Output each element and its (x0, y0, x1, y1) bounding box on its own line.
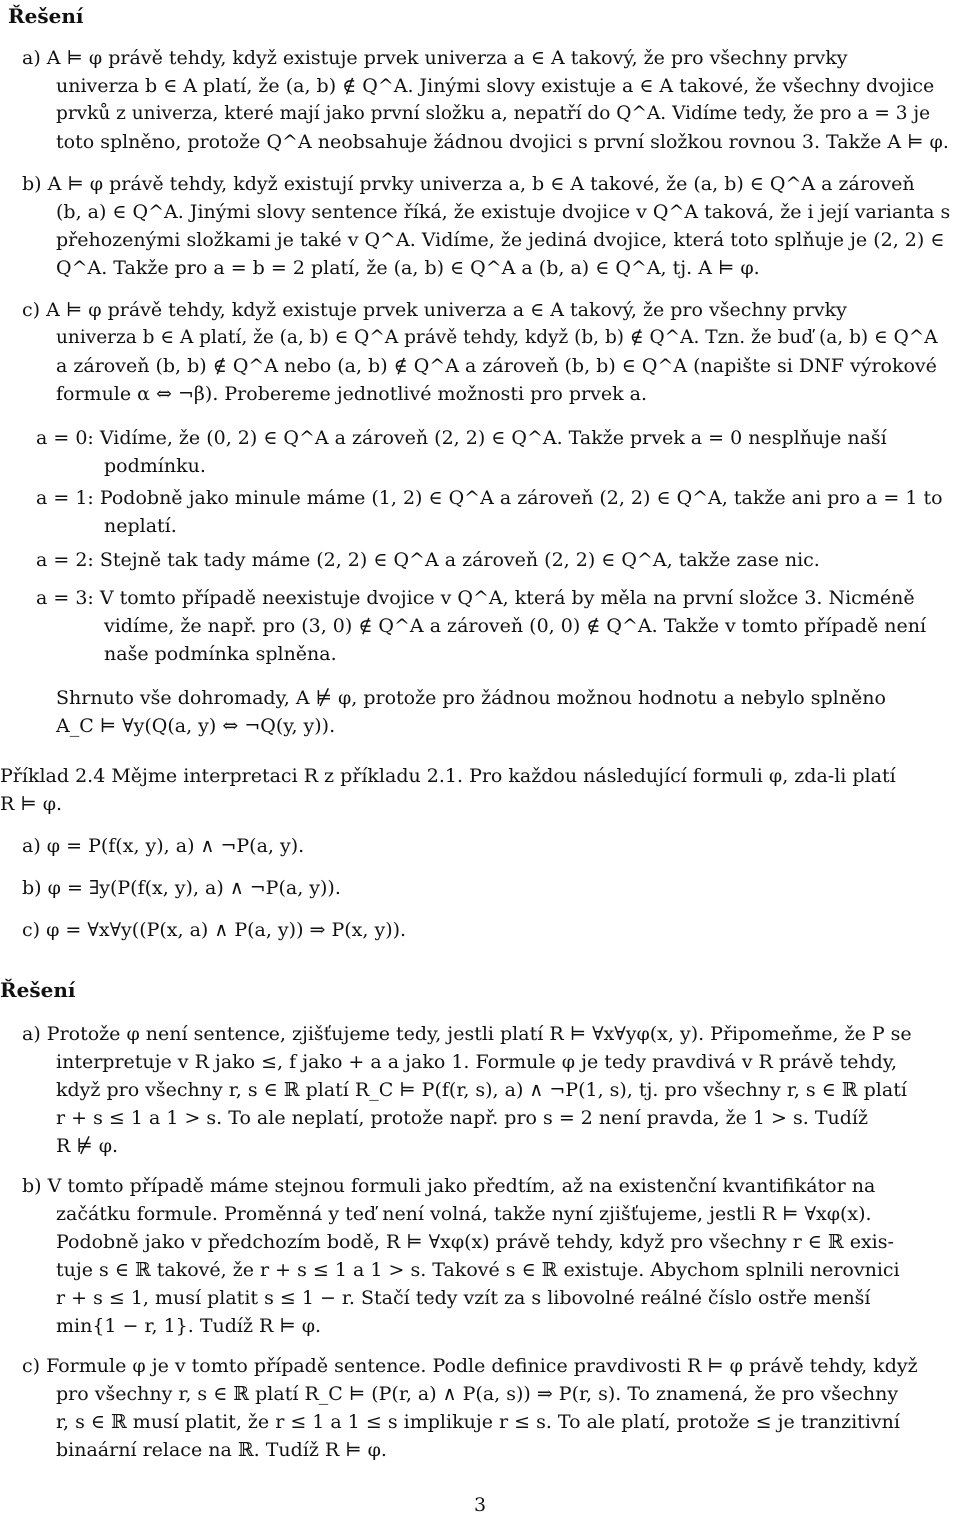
solution2-a-line-4: r + s ≤ 1 a 1 > s. To ale neplatí, protože např. pro s = 2 není pravda, že 1 > s. Tudíž (56, 1107, 868, 1129)
solution2-b-line-5: r + s ≤ 1, musí platit s ≤ 1 − r. Stačí tedy vzít za s libovolné reálné číslo ostře menší (56, 1287, 871, 1309)
example-statement-line-2: R ⊨ φ. (0, 793, 63, 815)
solution2-c-line-2: pro všechny r, s ∈ ℝ platí R_C ⊨ (P(r, a) ∧ P(a, s)) ⇒ P(r, s). To znamená, že pro všechny (56, 1383, 899, 1405)
solution2-b-line-1: b) V tomto případě máme stejnou formuli jako předtím, až na existenční kvantifikátor na (22, 1175, 876, 1197)
solution-c-line-2: univerza b ∈ A platí, že (a, b) ∈ Q^A právě tehdy, když (b, b) ∉ Q^A. Tzn. že buď (a, b) ∈ Q^A (56, 327, 938, 348)
summary-line-2: A_C ⊨ ∀y(Q(a, y) ⇔ ¬Q(y, y)). (56, 715, 336, 737)
solution-b-line-4: Q^A. Takže pro a = b = 2 platí, že (a, b) ∈ Q^A a (b, a) ∈ Q^A, tj. A ⊨ φ. (56, 257, 760, 279)
solution2-b-line-4: tuje s ∈ ℝ takové, že r + s ≤ 1 a 1 > s. Takové s ∈ ℝ existuje. Abychom splnili nerovnici (56, 1259, 900, 1281)
solution2-a-line-3: když pro všechny r, s ∈ ℝ platí R_C ⊨ P(f(r, s), a) ∧ ¬P(1, s), tj. pro všechny r, s ∈ ℝ platí (56, 1079, 907, 1101)
solution2-a-line-5: R ⊭ φ. (56, 1135, 119, 1157)
case-a0-line-1: a = 0: Vidíme, že (0, 2) ∈ Q^A a zároveň (2, 2) ∈ Q^A. Takže prvek a = 0 nesplňuje naší (36, 427, 887, 449)
example-item-c: c) φ = ∀x∀y((P(x, a) ∧ P(a, y)) ⇒ P(x, y)). (22, 919, 407, 941)
solution2-c-line-1: c) Formule φ je v tomto případě sentence. Podle definice pravdivosti R ⊨ φ právě tehdy, když (22, 1355, 918, 1377)
example-item-a: a) φ = P(f(x, y), a) ∧ ¬P(a, y). (22, 835, 305, 857)
solution2-a-line-1: a) Protože φ není sentence, zjišťujeme tedy, jestli platí R ⊨ ∀x∀yφ(x, y). Připomeňme, že P se (22, 1023, 912, 1045)
solution-a-line-1: a) A ⊨ φ právě tehdy, když existuje prvek univerza a ∈ A takový, že pro všechny prvky (22, 47, 848, 69)
summary-line-1: Shrnuto vše dohromady, A ⊭ φ, protože pro žádnou možnou hodnotu a nebylo splněno (56, 687, 886, 709)
case-a2-line-1: a = 2: Stejně tak tady máme (2, 2) ∈ Q^A a zároveň (2, 2) ∈ Q^A, takže zase nic. (36, 549, 820, 571)
solution2-c-line-4: binaární relace na ℝ. Tudíž R ⊨ φ. (56, 1439, 387, 1461)
solution-b-line-3: přehozenými složkami je také v Q^A. Vidíme, že jediná dvojice, která toto splňuje je (2, 2) ∈ (56, 229, 945, 251)
case-a0-line-2: podmínku. (104, 455, 206, 477)
example-statement-line-1: Příklad 2.4 Mějme interpretaci R z příkladu 2.1. Pro každou následující formuli φ, zda-li platí (0, 765, 896, 787)
solution-c-line-1: c) A ⊨ φ právě tehdy, když existuje prvek univerza a ∈ A takový, že pro všechny prvky (22, 299, 847, 321)
page-number: 3 (473, 1494, 487, 1516)
solution2-c-line-3: r, s ∈ ℝ musí platit, že r ≤ 1 a 1 ≤ s implikuje r ≤ s. To ale platí, protože ≤ je tranzitivní (56, 1411, 900, 1433)
case-a3-line-1: a = 3: V tomto případě neexistuje dvojice v Q^A, která by měla na první složce 3. Nicméně (36, 587, 915, 609)
solution-a-line-4: toto splněno, protože Q^A neobsahuje žádnou dvojici s první složkou rovnou 3. Takže A ⊨ φ. (56, 131, 949, 153)
case-a3-line-2: vidíme, že např. pro (3, 0) ∉ Q^A a zároveň (0, 0) ∉ Q^A. Takže v tomto případě není (104, 615, 927, 637)
solution-heading: Řešení (8, 4, 84, 28)
solution-b-line-1: b) A ⊨ φ právě tehdy, když existují prvky univerza a, b ∈ A takové, že (a, b) ∈ Q^A a zároveň (22, 173, 915, 195)
solution-a-line-3: prvků z univerza, které mají jako první složku a, nepatří do Q^A. Vidíme tedy, že pro a = 3 je (56, 103, 931, 124)
solution-a-line-2: univerza b ∈ A platí, že (a, b) ∉ Q^A. Jinými slovy existuje a ∈ A takové, že všechny dvojice (56, 75, 935, 97)
solution-c-line-3: a zároveň (b, b) ∉ Q^A nebo (a, b) ∉ Q^A a zároveň (b, b) ∈ Q^A (napište si DNF výrokové (56, 355, 937, 377)
solution2-b-line-3: Podobně jako v předchozím bodě, R ⊨ ∀xφ(x) právě tehdy, když pro všechny r ∈ ℝ exis- (56, 1231, 894, 1253)
solution2-b-line-2: začátku formule. Proměnná y teď není volná, takže nyní zjišťujeme, jestli R ⊨ ∀xφ(x). (56, 1203, 872, 1225)
case-a1-line-1: a = 1: Podobně jako minule máme (1, 2) ∈ Q^A a zároveň (2, 2) ∈ Q^A, takže ani pro a = 1 to (36, 487, 943, 509)
solution2-a-line-2: interpretuje v R jako ≤, f jako + a a jako 1. Formule φ je tedy pravdivá v R právě tehdy, (56, 1051, 897, 1073)
solution2-b-line-6: min{1 − r, 1}. Tudíž R ⊨ φ. (56, 1315, 322, 1337)
case-a1-line-2: neplatí. (104, 515, 177, 537)
case-a3-line-3: naše podmínka splněna. (104, 643, 337, 665)
solution-b-line-2: (b, a) ∈ Q^A. Jinými slovy sentence říká, že existuje dvojice v Q^A taková, že i její varianta s (56, 201, 951, 223)
solution-c-line-4: formule α ⇔ ¬β). Probereme jednotlivé možnosti pro prvek a. (56, 383, 648, 405)
solution2-heading: Řešení (0, 978, 76, 1002)
example-item-b: b) φ = ∃y(P(f(x, y), a) ∧ ¬P(a, y)). (22, 877, 341, 899)
